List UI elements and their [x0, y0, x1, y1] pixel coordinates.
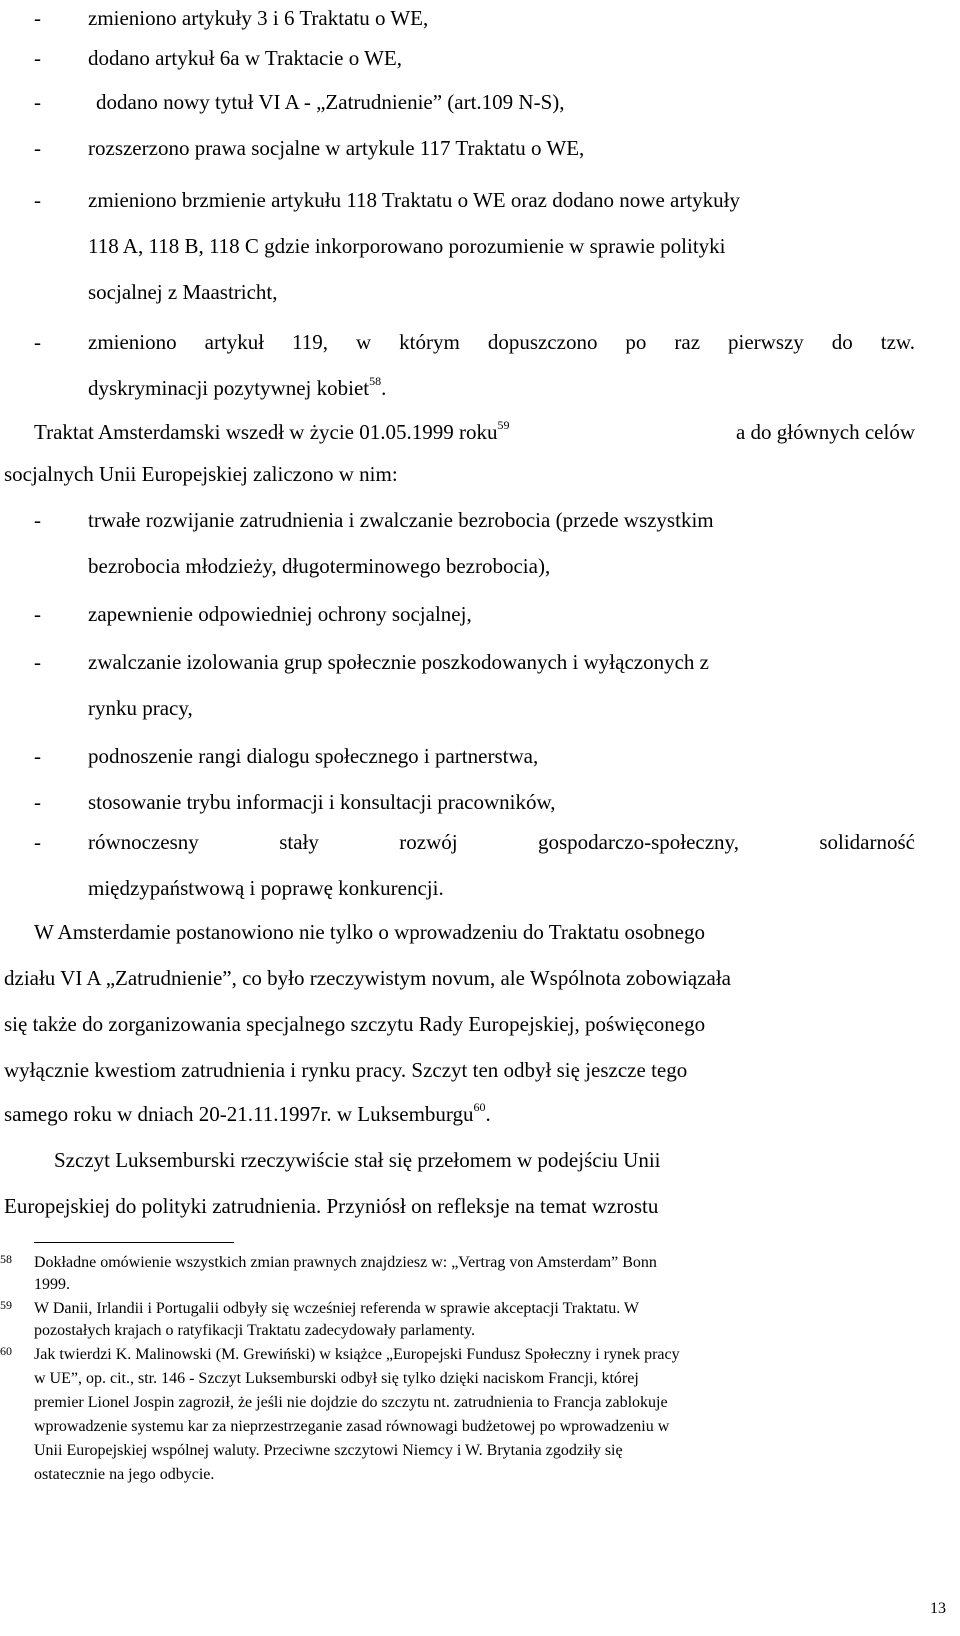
word: równoczesny	[88, 830, 199, 854]
page-number: 13	[930, 1600, 946, 1617]
list-item-continuation: 118 A, 118 B, 118 C gdzie inkorporowano porozumienie w sprawie polityki	[88, 234, 726, 258]
word: po	[625, 330, 647, 354]
word: 119,	[292, 330, 329, 354]
paragraph-line: Traktat Amsterdamski wszedł w życie 01.05.1999 roku$^{59}$ a do głównych celów	[34, 418, 915, 444]
list-item-continuation: bezrobocia młodzieży, długoterminowego bezrobocia),	[88, 554, 551, 578]
list-item: - zwalczanie izolowania grup społecznie poszkodowanych i wyłączonych z	[34, 650, 709, 674]
justified-line	[88, 328, 915, 356]
footnote-59: 59 W Danii, Irlandii i Portugalii odbyły się wcześniej referenda w sprawie akceptacji Traktatu. W	[0, 1298, 640, 1317]
word: dopuszczono	[487, 330, 598, 354]
word: artykuł	[204, 330, 265, 354]
list-item: - trwałe rozwijanie zatrudnienia i zwalczanie bezrobocia (przede wszystkim	[34, 508, 714, 532]
word: do	[831, 330, 853, 354]
footnote-ref[interactable]: 60	[473, 1100, 486, 1114]
list-item: - równoczesny stały rozwój gospodarczo-społeczny, solidarność	[34, 830, 915, 854]
word: stały	[279, 830, 319, 854]
list-item: - zapewnienie odpowiedniej ochrony socjalnej,	[34, 602, 472, 626]
word: raz	[674, 330, 701, 354]
footnote-ref[interactable]: 58	[369, 374, 382, 388]
paragraph-line: samego roku w dniach 20-21.11.1997r. w Luksemburgu$^{60}$.	[4, 1100, 491, 1126]
paragraph-line: działu VI A „Zatrudnienie”, co było rzeczywistym novum, ale Wspólnota zobowiązała	[4, 966, 731, 990]
list-item: - podnoszenie rangi dialogu społecznego i partnerstwa,	[34, 744, 539, 768]
paragraph-line: się także do zorganizowania specjalnego szczytu Rady Europejskiej, poświęconego	[4, 1012, 706, 1036]
word: tzw.	[880, 330, 915, 354]
paragraph-line: socjalnych Unii Europejskiej zaliczono w nim:	[4, 462, 398, 486]
list-item: - zmieniono artykuł 119, w którym dopuszczono po raz pierwszy do tzw.	[34, 330, 915, 354]
list-item: - dodano nowy tytuł VI A - „Zatrudnienie” (art.109 N-S),	[34, 90, 565, 114]
list-item: - zmieniono artykuły 3 i 6 Traktatu o WE,	[34, 6, 429, 30]
list-item-continuation: dyskryminacji pozytywnej kobiet$^{58}$.	[88, 374, 387, 400]
paragraph-line: Europejskiej do polityki zatrudnienia. Przyniósł on refleksje na temat wzrostu	[4, 1194, 659, 1218]
list-item: - stosowanie trybu informacji i konsultacji pracowników,	[34, 790, 556, 814]
word: w	[356, 330, 372, 354]
paragraph-line: W Amsterdamie postanowiono nie tylko o wprowadzeniu do Traktatu osobnego	[34, 920, 705, 944]
word: rozwój	[399, 830, 458, 854]
list-item: - rozszerzono prawa socjalne w artykule 117 Traktatu o WE,	[34, 136, 585, 160]
paragraph-line: Szczyt Luksemburski rzeczywiście stał się przełomem w podejściu Unii	[54, 1148, 661, 1172]
word: pierwszy	[728, 330, 804, 354]
list-item-continuation: międzypaństwową i poprawę konkurencji.	[88, 876, 444, 900]
footnote-60: 60 Jak twierdzi K. Malinowski (M. Grewiński) w książce „Europejski Fundusz Społeczny i rynek pracy	[0, 1344, 680, 1363]
word: zmieniono	[88, 330, 177, 354]
list-item: - zmieniono brzmienie artykułu 118 Traktatu o WE oraz dodano nowe artykuły	[34, 188, 741, 212]
list-item: - dodano artykuł 6a w Traktacie o WE,	[34, 46, 402, 70]
justified-line	[88, 828, 915, 856]
word: solidarność	[819, 830, 915, 854]
document-page: - zmieniono artykuły 3 i 6 Traktatu o WE, - dodano artykuł 6a w Traktacie o WE, - dodano nowy tytuł VI A - „Zatrudnienie” (art.109 N-S), - rozszerzono prawa socjalne w artykule 117 Traktatu o WE, - zmieniono brzmienie artykułu 118 Traktatu o WE oraz dodano nowe artykuły 118 A, 118 B, 118 C gdzie inkorporowano porozumienie w sprawie polityki socjalnej z Maastricht, - zmieniono artykuł 119, w którym dopuszczono po raz pierwszy do tzw. dyskryminacji pozytywnej kobiet$^{58}$. Traktat Amsterdamski wszedł w życie 01.05.1999 roku$^{59}$ a do głównych celów socjalnych Unii Europejskiej zaliczono w nim: - trwałe rozwijanie zatrudnienia i zwalczanie bezrobocia (przede wszystkim bezrobocia młodzieży, długoterminowego bezrobocia), - zapewnienie odpowiedniej ochrony socjalnej, - zwalczanie izolowania grup społecznie poszkodowanych i wyłączonych z rynku pracy, - podnoszenie rangi dialogu społecznego i partnerstwa, - stosowanie trybu informacji i konsultacji pracowników, - równoczesny stały rozwój gospodarczo-społeczny, solidarność międzypaństwową i poprawę konkurencji. W Amsterdamie postanowiono nie tylko o wprowadzeniu do Traktatu osobnego działu VI A „Zatrudnienie”, co było rzeczywistym novum, ale Wspólnota zobowiązała się także do zorganizowania specjalnego szczytu Rady Europejskiej, poświęconego wyłącznie kwestiom zatrudnienia i rynku pracy. Szczyt ten odbył się jeszcze tego samego roku w dniach 20-21.11.1997r. w Luksemburgu$^{60}$. Szczyt Luksemburski rzeczywiście stał się przełomem w podejściu Unii Europejskiej do polityki zatrudnienia. Przyniósł on refleksje na temat wzrostu 58 Dokładne omówienie wszystkich zmian prawnych znajdziesz w: „Vertrag von Amsterdam” Bonn 1999. 59 W Danii, Irlandii i Portugalii odbyły się wcześniej referenda w sprawie akceptacji Traktatu. W pozostałych krajach o ratyfikacji Traktatu zadecydowały parlamenty. 60 Jak twierdzi K. Malinowski (M. Grewiński) w książce „Europejski Fundusz Społeczny i rynek pracy w UE”, op. cit., str. 146 - Szczyt Luksemburski odbył się tylko dzięki naciskom Francji, której premier Lionel Jospin zagroził, że jeśli nie dojdzie do szczytu nt. zatrudnienia to Francja zablokuje wprowadzenie systemu kar za nieprzestrzeganie zasad równowagi budżetowej po wprowadzeniu w Unii Europejskiej wspólnej waluty. Przeciwne szczytowi Niemcy i W. Brytania zgodziły się ostatecznie na jego odbycie. 13	[0, 0, 960, 1636]
word: gospodarczo-społeczny,	[537, 830, 739, 854]
paragraph-line: wyłącznie kwestiom zatrudnienia i rynku pracy. Szczyt ten odbył się jeszcze tego	[4, 1058, 688, 1082]
word: którym	[399, 330, 460, 354]
footnote-ref[interactable]: 59	[497, 418, 510, 432]
footnote-divider	[34, 1242, 234, 1243]
list-item-continuation: socjalnej z Maastricht,	[88, 280, 278, 304]
footnote-58: 58 Dokładne omówienie wszystkich zmian prawnych znajdziesz w: „Vertrag von Amsterdam” Bonn	[0, 1252, 657, 1271]
list-item-continuation: rynku pracy,	[88, 696, 193, 720]
